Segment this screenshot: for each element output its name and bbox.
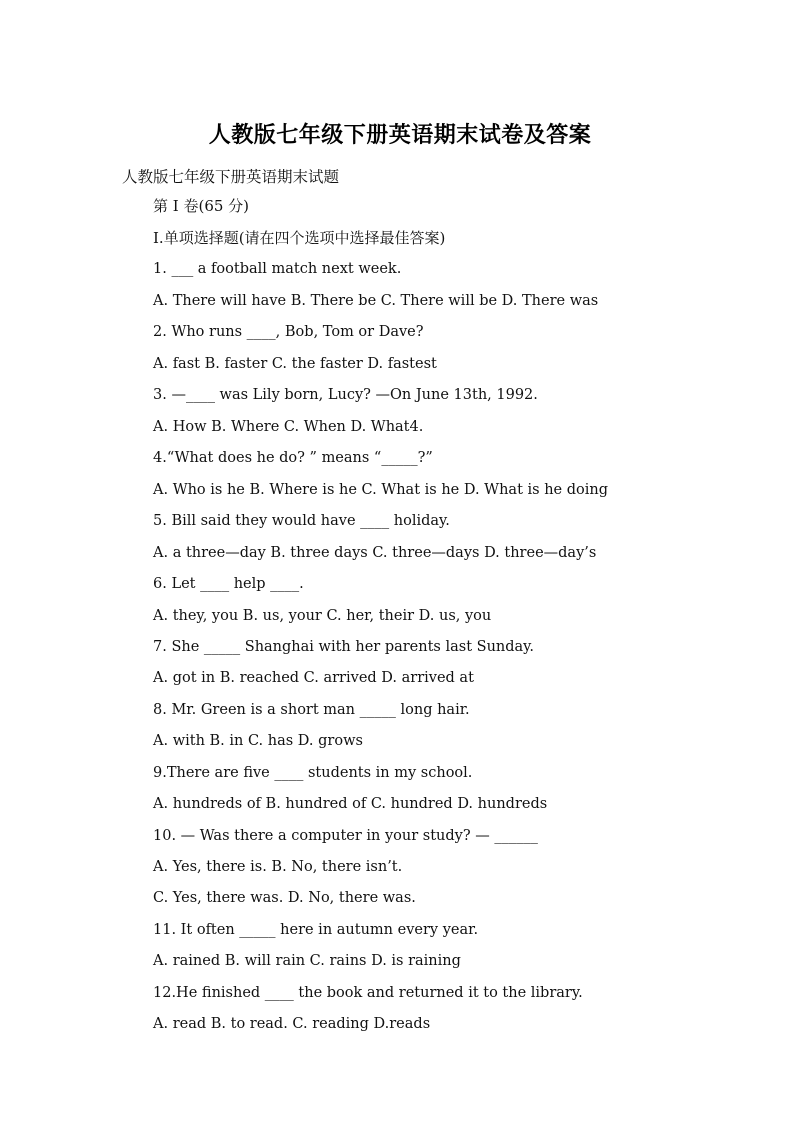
options-8: A. with B. in C. has D. grows <box>153 733 363 749</box>
options-1: A. There will have B. There be C. There will be D. There was <box>153 293 599 309</box>
question-10: 10. — Was there a computer in your study? — ______ <box>153 828 538 844</box>
section-heading: 第 I 卷(65 分) <box>153 197 250 215</box>
options-5: A. a three—day B. three days C. three—days D. three—day’s <box>153 545 597 561</box>
document-title: 人教版七年级下册英语期末试卷及答案 <box>208 123 592 148</box>
question-5: 5. Bill said they would have ____ holiday. <box>153 513 450 529</box>
question-9: 9.There are five ____ students in my school. <box>153 765 473 781</box>
options-3: A. How B. Where C. When D. What4. <box>153 419 424 435</box>
question-6: 6. Let ____ help ____. <box>153 576 304 592</box>
options-2: A. fast B. faster C. the faster D. fastest <box>153 356 437 372</box>
options-12: A. read B. to read. C. reading D.reads <box>153 1016 431 1032</box>
options-6: A. they, you B. us, your C. her, their D. us, you <box>153 608 492 624</box>
options-10b: C. Yes, there was. D. No, there was. <box>153 890 416 906</box>
options-11: A. rained B. will rain C. rains D. is raining <box>153 953 461 969</box>
question-3: 3. —____ was Lily born, Lucy? —On June 13th, 1992. <box>153 387 538 403</box>
options-10a: A. Yes, there is. B. No, there isn’t. <box>153 859 403 875</box>
question-8: 8. Mr. Green is a short man _____ long hair. <box>153 702 470 718</box>
question-11: 11. It often _____ here in autumn every year. <box>153 922 479 938</box>
options-4: A. Who is he B. Where is he C. What is he D. What is he doing <box>153 482 608 498</box>
question-2: 2. Who runs ____, Bob, Tom or Dave? <box>153 324 424 340</box>
document-subtitle: 人教版七年级下册英语期末试题 <box>122 168 340 186</box>
question-12: 12.He finished ____ the book and returned it to the library. <box>153 985 583 1001</box>
question-1: 1. ___ a football match next week. <box>153 261 402 277</box>
question-7: 7. She _____ Shanghai with her parents last Sunday. <box>153 639 535 655</box>
options-9: A. hundreds of B. hundred of C. hundred D. hundreds <box>153 796 548 812</box>
options-7: A. got in B. reached C. arrived D. arrived at <box>153 670 474 686</box>
question-4: 4.“What does he do? ” means “_____?” <box>153 450 433 466</box>
part-heading: Ⅰ.单项选择题(请在四个选项中选择最佳答案) <box>153 229 446 247</box>
